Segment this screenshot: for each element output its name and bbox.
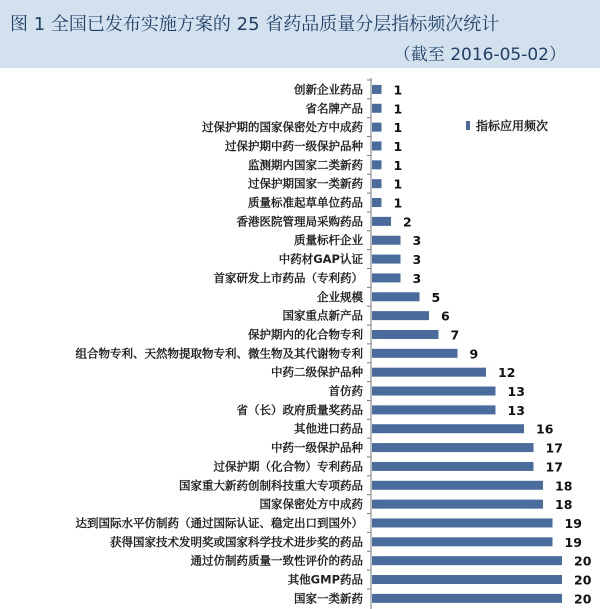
bar — [372, 217, 391, 226]
value-label: 3 — [412, 270, 422, 286]
value-label: 7 — [450, 327, 460, 343]
category-label: 过保护期中药一级保护品种 — [225, 138, 363, 153]
value-label: 19 — [564, 515, 582, 531]
value-label: 1 — [393, 101, 403, 117]
category-label: 省名牌产品 — [305, 101, 363, 116]
bar — [372, 311, 429, 320]
category-label: 企业规模 — [317, 289, 363, 304]
value-label: 2 — [403, 214, 412, 230]
category-label: 获得国家技术发明奖或国家科学技术进步奖的药品 — [110, 534, 363, 549]
bar — [372, 179, 382, 188]
bar — [372, 198, 382, 207]
category-label: 中药一级保护品种 — [271, 440, 363, 455]
value-label: 1 — [393, 138, 403, 154]
chart-title: 图 1 全国已发布实施方案的 25 省药品质量分层指标频次统计 — [10, 14, 500, 35]
category-label: 质量标准起草单位药品 — [248, 195, 363, 210]
value-label: 1 — [393, 176, 403, 192]
legend — [466, 118, 548, 133]
chart-subtitle: （截至 2016-05-02） — [393, 45, 566, 65]
bar — [372, 500, 543, 509]
bar — [372, 330, 439, 339]
value-label: 18 — [555, 497, 573, 513]
value-label: 18 — [555, 478, 573, 494]
category-label: 创新企业药品 — [294, 82, 363, 97]
bar — [372, 85, 382, 94]
category-label: 首家研发上市药品（专利药） — [213, 270, 363, 285]
bar — [372, 424, 524, 433]
category-label: 保护期内的化合物专利 — [248, 327, 363, 342]
legend-swatch — [466, 121, 470, 130]
category-label: 达到国际水平仿制药（通过国际认证、稳定出口到国外） — [75, 515, 363, 530]
value-label: 13 — [507, 402, 525, 418]
value-label: 12 — [498, 365, 516, 381]
bar — [372, 160, 382, 169]
category-label: 国家保密处方中成药 — [259, 497, 363, 512]
bar — [372, 292, 420, 301]
category-label: 其他进口药品 — [294, 421, 363, 436]
category-label: 通过仿制药质量一致性评价的药品 — [190, 553, 363, 568]
category-label: 香港医院管理局采购药品 — [236, 214, 363, 229]
category-label: 省（长）政府质量奖药品 — [236, 402, 363, 417]
bar — [372, 368, 486, 377]
value-label: 17 — [545, 459, 563, 475]
value-label: 20 — [574, 591, 592, 607]
value-label: 3 — [412, 252, 422, 268]
value-label: 1 — [393, 195, 403, 211]
value-label: 3 — [412, 233, 422, 249]
bar — [372, 405, 496, 414]
bar — [372, 575, 562, 584]
value-label: 20 — [574, 572, 592, 588]
bar — [372, 123, 382, 132]
value-label: 13 — [507, 384, 525, 400]
value-label: 16 — [536, 421, 554, 437]
bar — [372, 594, 562, 603]
category-label: 组合物专利、天然物提取物专利、微生物及其代谢物专利 — [75, 346, 363, 361]
category-label: 过保护期（化合物）专利药品 — [213, 459, 363, 474]
value-label: 19 — [564, 534, 582, 550]
bar — [372, 104, 382, 113]
value-label: 17 — [545, 440, 563, 456]
bar — [372, 537, 553, 546]
category-label: 国家重大新药创制科技重大专项药品 — [179, 478, 363, 493]
bar — [372, 481, 543, 490]
bar — [372, 236, 401, 245]
category-label: 过保护期的国家保密处方中成药 — [202, 120, 363, 135]
category-label: 过保护期国家一类新药 — [248, 176, 363, 191]
value-label: 6 — [441, 308, 450, 324]
bar — [372, 273, 401, 282]
category-label: 质量标杆企业 — [294, 233, 363, 248]
value-label: 1 — [393, 157, 403, 173]
bar — [372, 141, 382, 150]
bar — [372, 462, 534, 471]
category-label: 国家重点新产品 — [282, 308, 363, 323]
bar — [372, 518, 553, 527]
value-label: 1 — [393, 82, 403, 98]
bar — [372, 556, 562, 565]
bar-chart — [0, 68, 600, 609]
category-label: 中药二级保护品种 — [271, 365, 363, 380]
value-label: 1 — [393, 120, 403, 136]
bar — [372, 255, 401, 264]
category-label: 其他GMP药品 — [287, 572, 363, 587]
legend-label: 指标应用频次 — [476, 119, 549, 133]
category-label: 监测期内国家二类新药 — [248, 157, 363, 172]
value-label: 9 — [469, 346, 479, 362]
chart-header — [0, 0, 600, 68]
value-label: 5 — [431, 289, 441, 305]
category-label: 国家一类新药 — [294, 591, 363, 606]
bar — [372, 387, 496, 396]
category-label: 中药材GAP认证 — [278, 252, 363, 267]
category-label: 首仿药 — [328, 384, 363, 399]
value-label: 20 — [574, 553, 592, 569]
bar — [372, 443, 534, 452]
bar — [372, 349, 458, 358]
